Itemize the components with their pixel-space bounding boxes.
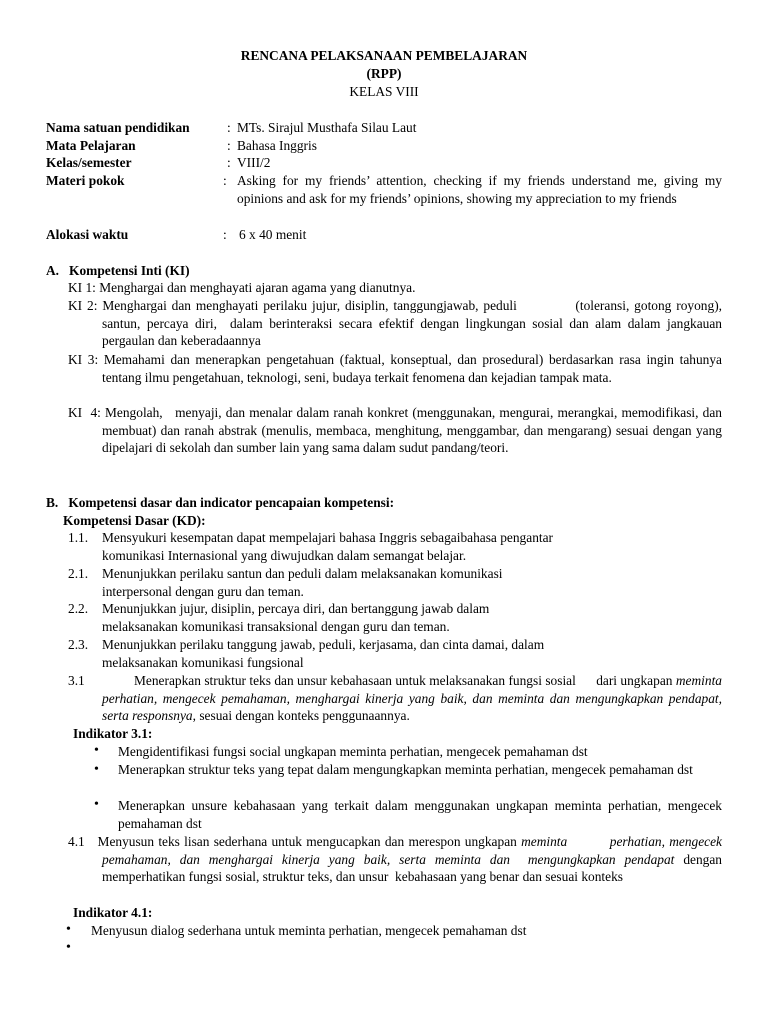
indicator-text: Mengidentifikasi fungsi social ungkapan meminta perhatian, mengecek pemahaman dst (118, 744, 588, 759)
bullet-icon: • (66, 940, 71, 955)
kd-text-italic: meminta perhatian, mengecek pemahaman, dan menghargai kinerja yang baik, serta meminta dan mengungkapkan pendapat (102, 834, 726, 867)
indicator-text: Menyusun dialog sederhana untuk meminta perhatian, mengecek pemahaman dst (91, 923, 527, 938)
indicator-4-1-heading: Indikator 4.1: (73, 905, 153, 920)
indicator-3-1-heading: Indikator 3.1: (73, 726, 153, 741)
identity-colon: : (227, 138, 231, 153)
identity-value: Bahasa Inggris (237, 138, 317, 153)
identity-colon: : (223, 227, 227, 242)
kd-text (102, 672, 726, 725)
ki-item (68, 297, 726, 350)
ki-label: KI 3: (68, 352, 99, 367)
ki-label: KI 2: (68, 298, 98, 313)
kd-text (68, 833, 726, 886)
kd-text-line: Mensyukuri kesempatan dapat mempelajari bahasa Inggris sebagaibahasa pengantar (102, 530, 554, 545)
kd-text-italic: meminta perhatian, mengecek pemahaman, menghargai kinerja yang baik, dan meminta dan mengungkapkan pendapat, serta responsnya (102, 673, 726, 724)
kd-text-line: Menunjukkan perilaku santun dan peduli dalam melaksanakan komunikasi (102, 566, 503, 581)
bullet-icon: • (66, 922, 71, 937)
identity-colon: : (227, 120, 231, 135)
identity-label: Alokasi waktu (46, 227, 129, 242)
ki-text: Menghargai dan menghayati ajaran agama yang dianutnya. (99, 280, 416, 295)
identity-label: Materi pokok (46, 173, 125, 188)
identity-label: Kelas/semester (46, 155, 132, 170)
identity-colon: : (223, 173, 227, 188)
bullet-icon: • (94, 797, 99, 812)
ki-item (68, 404, 726, 457)
kd-text-line: interpersonal dengan guru dan teman. (102, 584, 304, 599)
ki-text: Menghargai dan menghayati perilaku jujur, disiplin, tanggungjawab, peduli (toleransi, gotong royong), santun, percaya diri, dalam berinteraksi secara efektif dengan lingkungan sosial dan alam dalam jangkauan pergaulan dan keberadaannya (102, 298, 726, 349)
kd-number: 1.1. (68, 530, 89, 545)
kd-number: 2.1. (68, 566, 89, 581)
kd-heading: Kompetensi Dasar (KD): (63, 513, 206, 528)
kd-text-line: komunikasi Internasional yang diwujudkan dalam semangat belajar. (102, 548, 467, 563)
kd-text-line: melaksanakan komunikasi transaksional dengan guru dan teman. (102, 619, 450, 634)
kd-text-plain: Menyusun teks lisan sederhana untuk mengucapkan dan merespon ungkapan (97, 834, 517, 849)
kd-text-plain: dengan memperhatikan fungsi sosial, struktur teks, dan unsur kebahasaan yang benar dan sesuai konteks (102, 851, 726, 885)
doc-class: KELAS VIII (349, 84, 419, 99)
identity-value: MTs. Sirajul Musthafa Silau Laut (237, 120, 417, 135)
kd-text-line: melaksanakan komunikasi fungsional (102, 655, 304, 670)
identity-value: Asking for my friends’ attention, checking if my friends understand me, giving my opinions and ask for my friends’ opinions, showing my appreciation to my friends (237, 173, 722, 206)
kd-text-plain: , sesuai dengan konteks penggunaannya. (192, 708, 410, 724)
identity-value: 6 x 40 menit (239, 227, 307, 242)
identity-colon: : (227, 155, 231, 170)
ki-label: KI 4: (68, 405, 101, 420)
kd-number: 4.1 (68, 834, 85, 849)
ki-text: Memahami dan menerapkan pengetahuan (faktual, konseptual, dan prosedural) berdasarkan rasa ingin tahunya tentang ilmu pengetahuan, teknologi, seni, budaya terkait fenomena dan kejadian tampak mata. (102, 352, 722, 385)
kd-text-plain: Menerapkan struktur teks dan unsur kebahasaan untuk melaksanakan fungsi sosial dari ungkapan (134, 673, 673, 688)
kd-number: 3.1 (68, 673, 85, 688)
doc-title: RENCANA PELAKSANAAN PEMBELAJARAN (240, 48, 528, 63)
identity-value: VIII/2 (237, 155, 271, 170)
indicator-text: Menerapkan struktur teks yang tepat dalam mengungkapkan meminta perhatian, mengecek pemahaman dst (118, 762, 693, 777)
bullet-icon: • (94, 762, 99, 777)
ki-label: KI 1: (68, 280, 96, 295)
indicator-text: Menerapkan unsure kebahasaan yang terkait dalam menggunakan ungkapan meminta perhatian, mengecek pemahaman dst (118, 798, 722, 831)
kd-number: 2.3. (68, 637, 89, 652)
doc-subtitle: (RPP) (366, 66, 402, 81)
bullet-icon: • (94, 743, 99, 758)
ki-item (68, 351, 722, 386)
section-b-heading: B. Kompetensi dasar dan indicator pencapaian kompetensi: (46, 495, 395, 510)
kd-text-line: Menunjukkan perilaku tanggung jawab, peduli, kerjasama, dan cinta damai, dalam (102, 637, 545, 652)
ki-item (68, 279, 722, 297)
ki-text: Mengolah, menyaji, dan menalar dalam ranah konkret (menggunakan, mengurai, merangkai, memodifikasi, dan membuat) dan ranah abstrak (menulis, membaca, menghitung, menggambar, dan mengarang) sesuai dengan yang dipelajari di sekolah dan sumber lain yang sama dalam sudut pandang/teori. (102, 405, 726, 456)
section-a-heading: A. Kompetensi Inti (KI) (46, 263, 190, 278)
identity-label: Mata Pelajaran (46, 138, 136, 153)
kd-number: 2.2. (68, 601, 89, 616)
kd-text-line: Menunjukkan jujur, disiplin, percaya diri, dan bertanggung jawab dalam (102, 601, 490, 616)
identity-label: Nama satuan pendidikan (46, 120, 190, 135)
